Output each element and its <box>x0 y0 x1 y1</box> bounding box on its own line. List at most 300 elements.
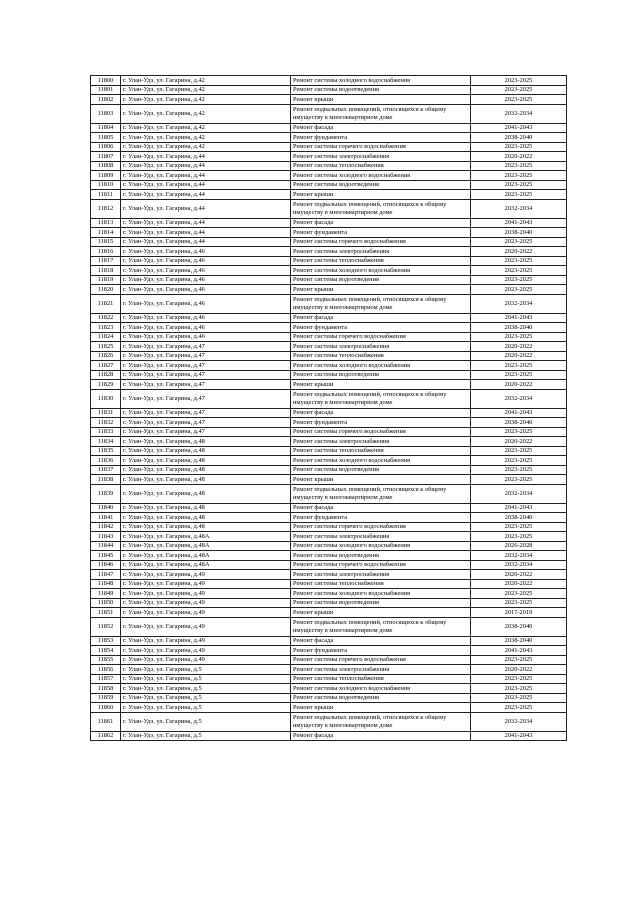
table-row <box>91 76 567 86</box>
table-row <box>91 190 567 200</box>
row-number-cell: 11805 <box>91 133 121 143</box>
row-number-cell: 11815 <box>91 237 121 247</box>
row-number-cell: 11816 <box>91 247 121 257</box>
period-cell: 2038-2040 <box>471 513 567 523</box>
table-row <box>91 617 567 636</box>
table-body <box>91 76 567 741</box>
address-cell: г. Улан-Удэ, ул. Гагарина, д.47 <box>121 380 291 390</box>
work-type-cell: Ремонт фасада <box>291 636 471 646</box>
period-cell: 2020-2022 <box>471 247 567 257</box>
work-type-cell: Ремонт системы водоотведения <box>291 275 471 285</box>
row-number-cell: 11811 <box>91 190 121 200</box>
address-cell: г. Улан-Удэ, ул. Гагарина, д.46 <box>121 313 291 323</box>
period-cell: 2026-2028 <box>471 541 567 551</box>
period-cell: 2020-2022 <box>471 437 567 447</box>
period-cell: 2023-2025 <box>471 275 567 285</box>
table-row <box>91 275 567 285</box>
address-cell: г. Улан-Удэ, ул. Гагарина, д.48 <box>121 437 291 447</box>
table-row <box>91 180 567 190</box>
address-cell: г. Улан-Удэ, ул. Гагарина, д.49 <box>121 570 291 580</box>
address-cell: г. Улан-Удэ, ул. Гагарина, д.44 <box>121 199 291 218</box>
address-cell: г. Улан-Удэ, ул. Гагарина, д.5 <box>121 693 291 703</box>
period-cell: 2023-2025 <box>471 237 567 247</box>
table-row <box>91 85 567 95</box>
row-number-cell: 11857 <box>91 674 121 684</box>
work-type-cell: Ремонт крыши <box>291 190 471 200</box>
row-number-cell: 11826 <box>91 351 121 361</box>
period-cell: 2038-2040 <box>471 418 567 428</box>
period-cell: 2020-2022 <box>471 570 567 580</box>
address-cell: г. Улан-Удэ, ул. Гагарина, д.47 <box>121 361 291 371</box>
period-cell: 2020-2022 <box>471 152 567 162</box>
work-type-cell: Ремонт системы теплоснабжения <box>291 256 471 266</box>
work-type-cell: Ремонт системы теплоснабжения <box>291 674 471 684</box>
work-type-cell: Ремонт системы водоотведения <box>291 370 471 380</box>
table-row <box>91 665 567 675</box>
address-cell: г. Улан-Удэ, ул. Гагарина, д.5 <box>121 712 291 731</box>
work-type-cell: Ремонт подвальных помещений, относящихся к общему имуществу в многоквартирном доме <box>291 104 471 123</box>
period-cell: 2041-2043 <box>471 646 567 656</box>
work-type-cell: Ремонт системы теплоснабжения <box>291 579 471 589</box>
row-number-cell: 11825 <box>91 342 121 352</box>
address-cell: г. Улан-Удэ, ул. Гагарина, д.44 <box>121 228 291 238</box>
period-cell: 2041-2043 <box>471 218 567 228</box>
address-cell: г. Улан-Удэ, ул. Гагарина, д.48 <box>121 522 291 532</box>
row-number-cell: 11854 <box>91 646 121 656</box>
row-number-cell: 11802 <box>91 95 121 105</box>
table-row <box>91 370 567 380</box>
work-type-cell: Ремонт системы электроснабжения <box>291 152 471 162</box>
work-type-cell: Ремонт фасада <box>291 408 471 418</box>
table-row <box>91 636 567 646</box>
table-row <box>91 199 567 218</box>
work-type-cell: Ремонт фундамента <box>291 418 471 428</box>
work-type-cell: Ремонт системы горячего водоснабжения <box>291 332 471 342</box>
period-cell: 2023-2025 <box>471 532 567 542</box>
period-cell: 2038-2040 <box>471 617 567 636</box>
document-page <box>90 75 566 741</box>
table-row <box>91 361 567 371</box>
work-type-cell: Ремонт фасада <box>291 503 471 513</box>
address-cell: г. Улан-Удэ, ул. Гагарина, д.46 <box>121 285 291 295</box>
row-number-cell: 11862 <box>91 731 121 741</box>
period-cell: 2023-2025 <box>471 180 567 190</box>
address-cell: г. Улан-Удэ, ул. Гагарина, д.46 <box>121 294 291 313</box>
row-number-cell: 11837 <box>91 465 121 475</box>
table-row <box>91 731 567 741</box>
work-type-cell: Ремонт системы электроснабжения <box>291 665 471 675</box>
address-cell: г. Улан-Удэ, ул. Гагарина, д.49 <box>121 608 291 618</box>
period-cell: 2032-2034 <box>471 560 567 570</box>
address-cell: г. Улан-Удэ, ул. Гагарина, д.47 <box>121 370 291 380</box>
address-cell: г. Улан-Удэ, ул. Гагарина, д.48 <box>121 513 291 523</box>
table-row <box>91 323 567 333</box>
work-type-cell: Ремонт системы электроснабжения <box>291 437 471 447</box>
period-cell: 2023-2025 <box>471 475 567 485</box>
address-cell: г. Улан-Удэ, ул. Гагарина, д.5 <box>121 684 291 694</box>
table-row <box>91 294 567 313</box>
address-cell: г. Улан-Удэ, ул. Гагарина, д.48А <box>121 551 291 561</box>
period-cell: 2023-2025 <box>471 76 567 86</box>
period-cell: 2023-2025 <box>471 266 567 276</box>
period-cell: 2023-2025 <box>471 361 567 371</box>
period-cell: 2020-2022 <box>471 665 567 675</box>
row-number-cell: 11818 <box>91 266 121 276</box>
work-type-cell: Ремонт системы холодного водоснабжения <box>291 266 471 276</box>
table-row <box>91 712 567 731</box>
work-type-cell: Ремонт системы горячего водоснабжения <box>291 560 471 570</box>
row-number-cell: 11834 <box>91 437 121 447</box>
address-cell: г. Улан-Удэ, ул. Гагарина, д.42 <box>121 76 291 86</box>
table-row <box>91 456 567 466</box>
address-cell: г. Улан-Удэ, ул. Гагарина, д.49 <box>121 598 291 608</box>
address-cell: г. Улан-Удэ, ул. Гагарина, д.46 <box>121 247 291 257</box>
table-row <box>91 171 567 181</box>
work-type-cell: Ремонт фундамента <box>291 513 471 523</box>
address-cell: г. Улан-Удэ, ул. Гагарина, д.47 <box>121 342 291 352</box>
table-row <box>91 646 567 656</box>
row-number-cell: 11846 <box>91 560 121 570</box>
address-cell: г. Улан-Удэ, ул. Гагарина, д.44 <box>121 180 291 190</box>
table-row <box>91 313 567 323</box>
address-cell: г. Улан-Удэ, ул. Гагарина, д.49 <box>121 589 291 599</box>
row-number-cell: 11847 <box>91 570 121 580</box>
address-cell: г. Улан-Удэ, ул. Гагарина, д.48А <box>121 532 291 542</box>
period-cell: 2023-2025 <box>471 446 567 456</box>
table-row <box>91 437 567 447</box>
table-row <box>91 133 567 143</box>
row-number-cell: 11841 <box>91 513 121 523</box>
address-cell: г. Улан-Удэ, ул. Гагарина, д.42 <box>121 104 291 123</box>
address-cell: г. Улан-Удэ, ул. Гагарина, д.46 <box>121 323 291 333</box>
period-cell: 2041-2043 <box>471 731 567 741</box>
row-number-cell: 11803 <box>91 104 121 123</box>
period-cell: 2038-2040 <box>471 636 567 646</box>
row-number-cell: 11840 <box>91 503 121 513</box>
address-cell: г. Улан-Удэ, ул. Гагарина, д.48А <box>121 541 291 551</box>
period-cell: 2023-2025 <box>471 427 567 437</box>
period-cell: 2023-2025 <box>471 589 567 599</box>
address-cell: г. Улан-Удэ, ул. Гагарина, д.44 <box>121 171 291 181</box>
period-cell: 2023-2025 <box>471 85 567 95</box>
work-type-cell: Ремонт системы горячего водоснабжения <box>291 522 471 532</box>
table-row <box>91 152 567 162</box>
row-number-cell: 11800 <box>91 76 121 86</box>
table-row <box>91 513 567 523</box>
table-row <box>91 218 567 228</box>
row-number-cell: 11851 <box>91 608 121 618</box>
work-type-cell: Ремонт системы горячего водоснабжения <box>291 237 471 247</box>
row-number-cell: 11852 <box>91 617 121 636</box>
table-row <box>91 446 567 456</box>
work-type-cell: Ремонт фасада <box>291 731 471 741</box>
period-cell: 2020-2022 <box>471 342 567 352</box>
period-cell: 2023-2025 <box>471 285 567 295</box>
table-row <box>91 247 567 257</box>
row-number-cell: 11819 <box>91 275 121 285</box>
row-number-cell: 11828 <box>91 370 121 380</box>
table-row <box>91 570 567 580</box>
period-cell: 2023-2025 <box>471 465 567 475</box>
period-cell: 2032-2034 <box>471 389 567 408</box>
row-number-cell: 11814 <box>91 228 121 238</box>
work-type-cell: Ремонт системы холодного водоснабжения <box>291 684 471 694</box>
work-type-cell: Ремонт системы теплоснабжения <box>291 446 471 456</box>
period-cell: 2023-2025 <box>471 655 567 665</box>
address-cell: г. Улан-Удэ, ул. Гагарина, д.5 <box>121 731 291 741</box>
row-number-cell: 11831 <box>91 408 121 418</box>
row-number-cell: 11812 <box>91 199 121 218</box>
row-number-cell: 11806 <box>91 142 121 152</box>
period-cell: 2023-2025 <box>471 256 567 266</box>
work-type-cell: Ремонт системы водоотведения <box>291 598 471 608</box>
row-number-cell: 11817 <box>91 256 121 266</box>
address-cell: г. Улан-Удэ, ул. Гагарина, д.47 <box>121 408 291 418</box>
work-type-cell: Ремонт фундамента <box>291 228 471 238</box>
period-cell: 2017-2019 <box>471 608 567 618</box>
table-row <box>91 475 567 485</box>
period-cell: 2038-2040 <box>471 228 567 238</box>
address-cell: г. Улан-Удэ, ул. Гагарина, д.44 <box>121 218 291 228</box>
address-cell: г. Улан-Удэ, ул. Гагарина, д.5 <box>121 703 291 713</box>
table-row <box>91 560 567 570</box>
table-row <box>91 703 567 713</box>
table-row <box>91 161 567 171</box>
period-cell: 2023-2025 <box>471 522 567 532</box>
row-number-cell: 11822 <box>91 313 121 323</box>
table-row <box>91 332 567 342</box>
period-cell: 2023-2025 <box>471 332 567 342</box>
table-row <box>91 228 567 238</box>
period-cell: 2023-2025 <box>471 456 567 466</box>
work-type-cell: Ремонт фасада <box>291 313 471 323</box>
address-cell: г. Улан-Удэ, ул. Гагарина, д.48 <box>121 475 291 485</box>
row-number-cell: 11804 <box>91 123 121 133</box>
row-number-cell: 11810 <box>91 180 121 190</box>
period-cell: 2023-2025 <box>471 370 567 380</box>
table-row <box>91 351 567 361</box>
address-cell: г. Улан-Удэ, ул. Гагарина, д.42 <box>121 123 291 133</box>
period-cell: 2023-2025 <box>471 95 567 105</box>
row-number-cell: 11820 <box>91 285 121 295</box>
address-cell: г. Улан-Удэ, ул. Гагарина, д.47 <box>121 389 291 408</box>
address-cell: г. Улан-Удэ, ул. Гагарина, д.49 <box>121 646 291 656</box>
address-cell: г. Улан-Удэ, ул. Гагарина, д.46 <box>121 266 291 276</box>
work-type-cell: Ремонт крыши <box>291 285 471 295</box>
work-type-cell: Ремонт системы холодного водоснабжения <box>291 589 471 599</box>
table-row <box>91 579 567 589</box>
row-number-cell: 11858 <box>91 684 121 694</box>
period-cell: 2041-2043 <box>471 123 567 133</box>
address-cell: г. Улан-Удэ, ул. Гагарина, д.48 <box>121 446 291 456</box>
row-number-cell: 11801 <box>91 85 121 95</box>
period-cell: 2023-2025 <box>471 190 567 200</box>
row-number-cell: 11807 <box>91 152 121 162</box>
table-row <box>91 427 567 437</box>
work-type-cell: Ремонт подвальных помещений, относящихся к общему имуществу в многоквартирном доме <box>291 389 471 408</box>
work-type-cell: Ремонт системы холодного водоснабжения <box>291 541 471 551</box>
period-cell: 2032-2034 <box>471 199 567 218</box>
table-row <box>91 104 567 123</box>
work-type-cell: Ремонт фасада <box>291 123 471 133</box>
row-number-cell: 11823 <box>91 323 121 333</box>
address-cell: г. Улан-Удэ, ул. Гагарина, д.48 <box>121 503 291 513</box>
period-cell: 2023-2025 <box>471 693 567 703</box>
row-number-cell: 11836 <box>91 456 121 466</box>
row-number-cell: 11839 <box>91 484 121 503</box>
work-type-cell: Ремонт подвальных помещений, относящихся к общему имуществу в многоквартирном доме <box>291 199 471 218</box>
row-number-cell: 11829 <box>91 380 121 390</box>
table-row <box>91 598 567 608</box>
period-cell: 2032-2034 <box>471 104 567 123</box>
row-number-cell: 11861 <box>91 712 121 731</box>
work-type-cell: Ремонт подвальных помещений, относящихся к общему имуществу в многоквартирном доме <box>291 617 471 636</box>
period-cell: 2023-2025 <box>471 674 567 684</box>
table-row <box>91 256 567 266</box>
row-number-cell: 11821 <box>91 294 121 313</box>
address-cell: г. Улан-Удэ, ул. Гагарина, д.42 <box>121 142 291 152</box>
address-cell: г. Улан-Удэ, ул. Гагарина, д.47 <box>121 351 291 361</box>
period-cell: 2041-2043 <box>471 408 567 418</box>
table-row <box>91 589 567 599</box>
table-row <box>91 95 567 105</box>
table-row <box>91 285 567 295</box>
work-type-cell: Ремонт системы горячего водоснабжения <box>291 427 471 437</box>
address-cell: г. Улан-Удэ, ул. Гагарина, д.46 <box>121 275 291 285</box>
period-cell: 2023-2025 <box>471 171 567 181</box>
address-cell: г. Улан-Удэ, ул. Гагарина, д.48 <box>121 484 291 503</box>
work-type-cell: Ремонт фундамента <box>291 323 471 333</box>
row-number-cell: 11835 <box>91 446 121 456</box>
row-number-cell: 11843 <box>91 532 121 542</box>
period-cell: 2023-2025 <box>471 684 567 694</box>
table-row <box>91 389 567 408</box>
period-cell: 2032-2034 <box>471 712 567 731</box>
row-number-cell: 11809 <box>91 171 121 181</box>
row-number-cell: 11842 <box>91 522 121 532</box>
work-type-cell: Ремонт крыши <box>291 475 471 485</box>
table-row <box>91 380 567 390</box>
table-row <box>91 123 567 133</box>
address-cell: г. Улан-Удэ, ул. Гагарина, д.42 <box>121 133 291 143</box>
address-cell: г. Улан-Удэ, ул. Гагарина, д.44 <box>121 161 291 171</box>
table-row <box>91 465 567 475</box>
address-cell: г. Улан-Удэ, ул. Гагарина, д.48А <box>121 560 291 570</box>
work-type-cell: Ремонт системы горячего водоснабжения <box>291 142 471 152</box>
row-number-cell: 11833 <box>91 427 121 437</box>
address-cell: г. Улан-Удэ, ул. Гагарина, д.49 <box>121 617 291 636</box>
work-type-cell: Ремонт крыши <box>291 608 471 618</box>
work-type-cell: Ремонт подвальных помещений, относящихся к общему имуществу в многоквартирном доме <box>291 294 471 313</box>
row-number-cell: 11848 <box>91 579 121 589</box>
row-number-cell: 11859 <box>91 693 121 703</box>
table-row <box>91 408 567 418</box>
table-row <box>91 532 567 542</box>
row-number-cell: 11856 <box>91 665 121 675</box>
address-cell: г. Улан-Удэ, ул. Гагарина, д.44 <box>121 190 291 200</box>
row-number-cell: 11824 <box>91 332 121 342</box>
row-number-cell: 11855 <box>91 655 121 665</box>
row-number-cell: 11850 <box>91 598 121 608</box>
table-row <box>91 541 567 551</box>
work-type-cell: Ремонт системы теплоснабжения <box>291 351 471 361</box>
address-cell: г. Улан-Удэ, ул. Гагарина, д.49 <box>121 579 291 589</box>
work-type-cell: Ремонт системы электроснабжения <box>291 570 471 580</box>
row-number-cell: 11845 <box>91 551 121 561</box>
row-number-cell: 11853 <box>91 636 121 646</box>
address-cell: г. Улан-Удэ, ул. Гагарина, д.44 <box>121 152 291 162</box>
work-type-cell: Ремонт системы водоотведения <box>291 551 471 561</box>
work-type-cell: Ремонт системы холодного водоснабжения <box>291 361 471 371</box>
table-row <box>91 522 567 532</box>
address-cell: г. Улан-Удэ, ул. Гагарина, д.47 <box>121 427 291 437</box>
table-row <box>91 142 567 152</box>
work-type-cell: Ремонт крыши <box>291 95 471 105</box>
period-cell: 2023-2025 <box>471 142 567 152</box>
period-cell: 2041-2043 <box>471 313 567 323</box>
row-number-cell: 11832 <box>91 418 121 428</box>
period-cell: 2023-2025 <box>471 703 567 713</box>
work-type-cell: Ремонт крыши <box>291 380 471 390</box>
table-row <box>91 418 567 428</box>
work-type-cell: Ремонт системы горячего водоснабжения <box>291 655 471 665</box>
table-row <box>91 674 567 684</box>
period-cell: 2038-2040 <box>471 323 567 333</box>
work-type-cell: Ремонт системы водоотведения <box>291 693 471 703</box>
work-type-cell: Ремонт системы электроснабжения <box>291 532 471 542</box>
table-row <box>91 693 567 703</box>
row-number-cell: 11827 <box>91 361 121 371</box>
period-cell: 2020-2022 <box>471 380 567 390</box>
work-type-cell: Ремонт системы водоотведения <box>291 85 471 95</box>
row-number-cell: 11844 <box>91 541 121 551</box>
table-row <box>91 237 567 247</box>
address-cell: г. Улан-Удэ, ул. Гагарина, д.46 <box>121 332 291 342</box>
row-number-cell: 11838 <box>91 475 121 485</box>
work-type-cell: Ремонт системы водоотведения <box>291 180 471 190</box>
period-cell: 2023-2025 <box>471 598 567 608</box>
table-row <box>91 655 567 665</box>
table-row <box>91 484 567 503</box>
row-number-cell: 11813 <box>91 218 121 228</box>
address-cell: г. Улан-Удэ, ул. Гагарина, д.42 <box>121 95 291 105</box>
period-cell: 2020-2022 <box>471 351 567 361</box>
work-type-cell: Ремонт подвальных помещений, относящихся к общему имуществу в многоквартирном доме <box>291 484 471 503</box>
repair-schedule-table <box>90 75 567 741</box>
address-cell: г. Улан-Удэ, ул. Гагарина, д.42 <box>121 85 291 95</box>
table-row <box>91 503 567 513</box>
address-cell: г. Улан-Удэ, ул. Гагарина, д.47 <box>121 418 291 428</box>
period-cell: 2032-2034 <box>471 294 567 313</box>
row-number-cell: 11808 <box>91 161 121 171</box>
address-cell: г. Улан-Удэ, ул. Гагарина, д.5 <box>121 674 291 684</box>
period-cell: 2032-2034 <box>471 484 567 503</box>
work-type-cell: Ремонт фундамента <box>291 646 471 656</box>
work-type-cell: Ремонт крыши <box>291 703 471 713</box>
row-number-cell: 11860 <box>91 703 121 713</box>
address-cell: г. Улан-Удэ, ул. Гагарина, д.49 <box>121 636 291 646</box>
work-type-cell: Ремонт системы холодного водоснабжения <box>291 456 471 466</box>
work-type-cell: Ремонт системы водоотведения <box>291 465 471 475</box>
work-type-cell: Ремонт системы холодного водоснабжения <box>291 171 471 181</box>
address-cell: г. Улан-Удэ, ул. Гагарина, д.44 <box>121 237 291 247</box>
period-cell: 2020-2022 <box>471 579 567 589</box>
period-cell: 2023-2025 <box>471 161 567 171</box>
address-cell: г. Улан-Удэ, ул. Гагарина, д.48 <box>121 465 291 475</box>
table-row <box>91 608 567 618</box>
work-type-cell: Ремонт системы электроснабжения <box>291 342 471 352</box>
table-row <box>91 684 567 694</box>
